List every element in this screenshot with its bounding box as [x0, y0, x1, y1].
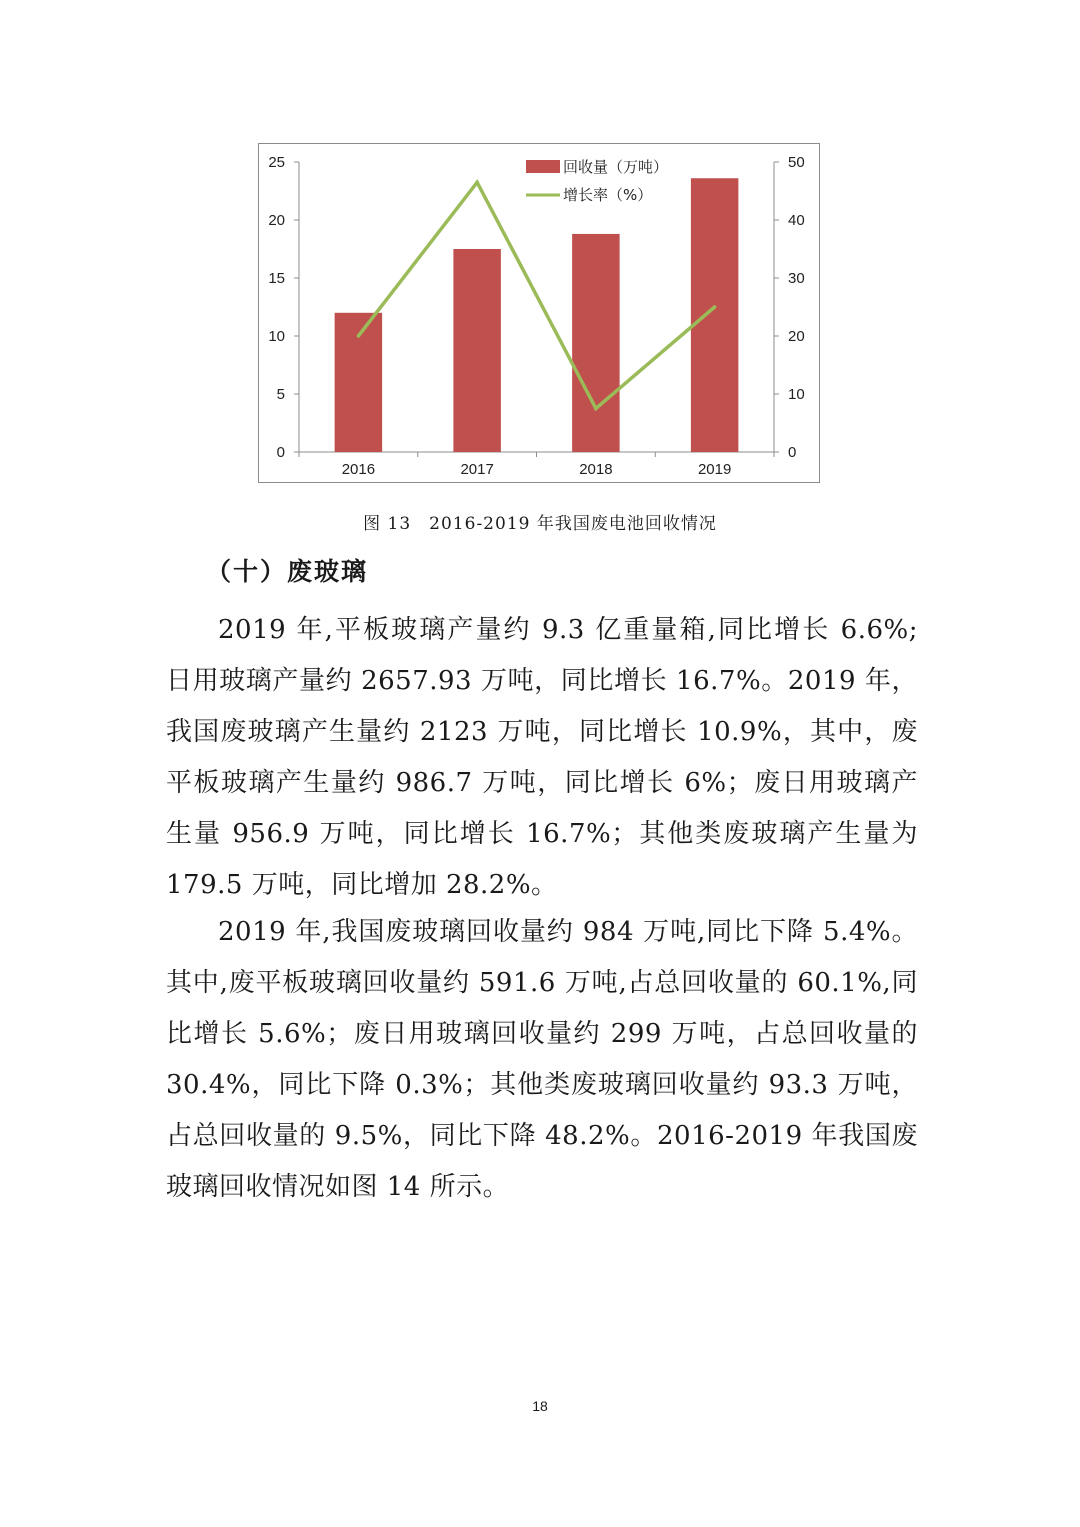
paragraph-glass-production: 2019 年,平板玻璃产量约 9.3 亿重量箱,同比增长 6.6%; 日用玻璃产量约 2657.93 万吨，同比增长 16.7%。2019 年，我国废玻璃产生量约 2123 万吨，同比增长 10.9%，其中，废平板玻璃产生量约 986.7 万吨，同比增长 6%；废日用玻璃产生量 956.9 万吨，同比增长 16.7%；其他类废玻璃产生量为 179.5 万吨，同比增加 28.2%。: [166, 615, 918, 900]
growth-rate-line: [358, 182, 714, 408]
y-left-tick-label: 5: [276, 386, 285, 403]
growth-rate-point-2019: [713, 305, 717, 309]
legend-label-bar: 回收量（万吨）: [563, 158, 669, 176]
x-tick-label: 2016: [341, 461, 376, 478]
bar-2019: [691, 178, 739, 452]
bar-2018: [572, 234, 620, 452]
y-right-tick-label: 10: [788, 386, 805, 403]
y-right-tick-label: 20: [788, 328, 805, 345]
y-right-tick-label: 40: [788, 212, 805, 229]
chart-svg: [259, 144, 821, 484]
y-left-tick-label: 15: [268, 270, 285, 287]
growth-rate-point-2017: [475, 181, 479, 185]
y-right-tick-label: 30: [788, 270, 805, 287]
chart-figure: [258, 143, 820, 483]
page-number: 18: [532, 1398, 548, 1414]
y-left-tick-label: 25: [268, 154, 285, 171]
growth-rate-point-2016: [357, 334, 361, 338]
growth-rate-point-2018: [594, 407, 598, 411]
x-tick-label: 2019: [697, 461, 732, 478]
y-left-tick-label: 10: [268, 328, 285, 345]
x-tick-label: 2017: [460, 461, 494, 478]
legend-label-line: 增长率（%）: [563, 186, 653, 204]
bar-2017: [453, 249, 501, 452]
figure-caption: 图 13 2016-2019 年我国废电池回收情况: [363, 514, 717, 534]
y-right-tick-label: 0: [788, 444, 797, 461]
legend-swatch-bar: [526, 160, 560, 173]
x-tick-label: 2018: [579, 461, 613, 478]
section-heading: （十）废玻璃: [206, 557, 369, 586]
y-left-tick-label: 20: [268, 212, 285, 229]
y-right-tick-label: 50: [788, 154, 805, 171]
paragraph-glass-recycling: 2019 年,我国废玻璃回收量约 984 万吨,同比下降 5.4%。其中,废平板玻璃回收量约 591.6 万吨,占总回收量的 60.1%,同比增长 5.6%；废日用玻璃回收量约 299 万吨，占总回收量的 30.4%，同比下降 0.3%；其他类废玻璃回收量约 93.3 万吨，占总回收量的 9.5%，同比下降 48.2%。2016-2019 年我国废玻璃回收情况如图 14 所示。: [166, 917, 918, 1202]
y-left-tick-label: 0: [276, 444, 285, 461]
